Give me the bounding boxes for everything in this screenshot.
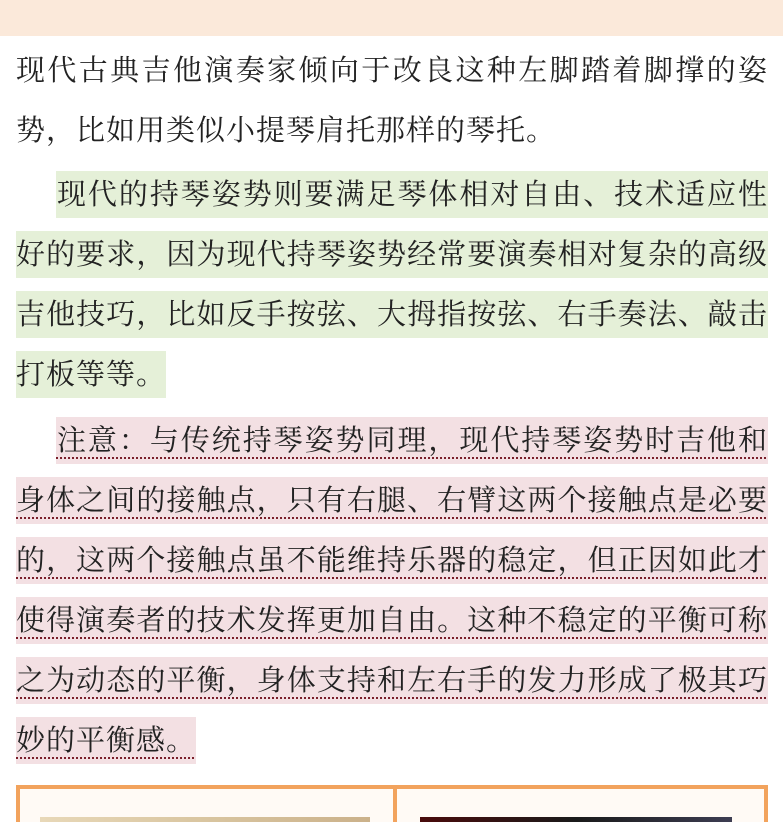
paragraph-3-text: 注意：与传统持琴姿势同理，现代持琴姿势时吉他和身体之间的接触点，只有右腿、右臂这两个接触点是必要的，这两个接触点虽不能维持乐器的稳定，但正因如此才使得演奏者的技术发挥更加自由。这种不稳定的平衡可称之为动态的平衡，身体支持和左右手的发力形成了极其巧妙的平衡感。: [16, 417, 768, 764]
photo-right: [420, 817, 732, 822]
paragraph-2-text: 现代的持琴姿势则要满足琴体相对自由、技术适应性好的要求，因为现代持琴姿势经常要演奏相对复杂的高级吉他技巧，比如反手按弦、大拇指按弦、右手奏法、敲击打板等等。: [16, 171, 768, 398]
image-panel: [16, 785, 768, 822]
paragraph-2: [16, 164, 768, 404]
paragraph-1: [16, 40, 768, 160]
paragraph-3-note: [16, 410, 768, 770]
image-divider: [393, 789, 397, 822]
paragraph-1-text: 现代古典吉他演奏家倾向于改良这种左脚踏着脚撑的姿势，比如用类似小提琴肩托那样的琴托。: [16, 53, 768, 147]
header-band: [0, 0, 783, 36]
article-body: [16, 40, 768, 770]
photo-left: [40, 817, 370, 822]
